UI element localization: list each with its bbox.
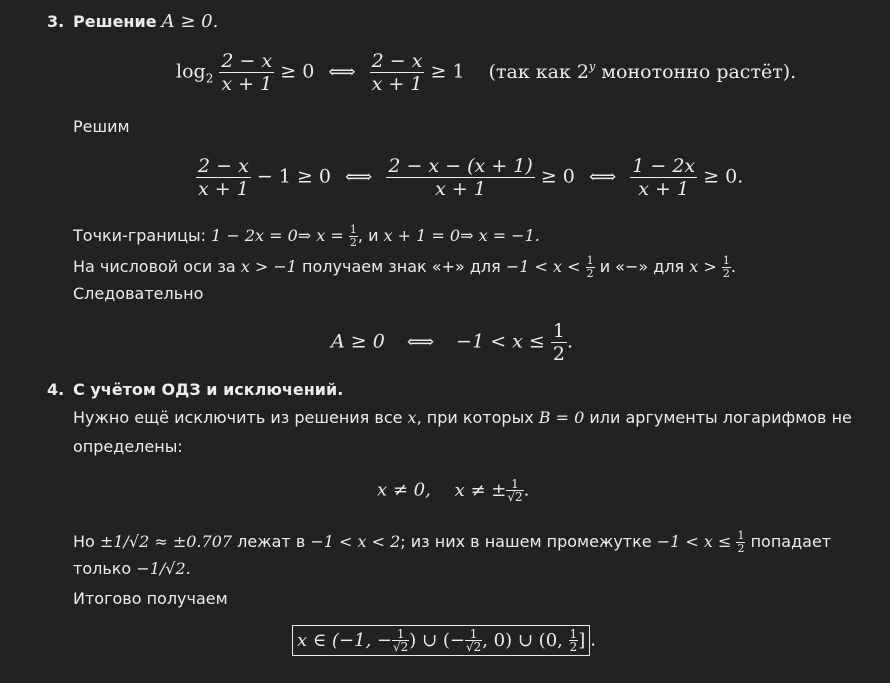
fraction-numerator: 2 − x − (x + 1) xyxy=(388,155,533,177)
fraction-numerator: 2 − x xyxy=(221,50,273,72)
item-3-title: Решение xyxy=(73,12,157,31)
iff-symbol: ⟺ xyxy=(588,165,617,188)
final-answer xyxy=(292,628,596,653)
fraction-numerator: 1 xyxy=(506,478,523,491)
paragraph-text: лежат в xyxy=(232,532,311,551)
paragraph-math: B = 0 xyxy=(538,408,585,427)
paragraph-text: ; из них в нашем промежутке xyxy=(400,532,657,551)
fraction-denominator: x + 1 xyxy=(221,73,273,95)
relation: ≥ 0 xyxy=(280,60,315,83)
axis-text: . xyxy=(730,257,736,276)
fraction-denominator: 2 xyxy=(722,267,730,280)
fraction-one-half xyxy=(722,255,731,280)
fraction-numerator: 1 xyxy=(722,254,730,267)
boundary-label: Точки-границы: xyxy=(73,226,212,245)
paragraph-text: Нужно ещё исключить из решения все xyxy=(73,408,408,427)
note-text: (так как 2 xyxy=(488,60,589,83)
therefore-label: Следовательно xyxy=(73,284,204,303)
fraction-numerator: 1 xyxy=(586,254,594,267)
item-4-title: С учётом ОДЗ и исключений. xyxy=(73,380,344,399)
paragraph-math: x xyxy=(407,408,417,427)
fraction-one-half xyxy=(349,224,358,249)
number-axis-line xyxy=(73,255,736,280)
monotonic-note xyxy=(489,61,797,83)
result-rhs: −1 < x ≤ xyxy=(456,330,551,353)
exclusion-end: . xyxy=(523,479,530,501)
boundary-math-1: 1 − 2x = 0⇒ x = xyxy=(211,226,349,245)
fraction-a xyxy=(196,155,251,200)
note-exponent: y xyxy=(588,59,596,73)
log-operator: log xyxy=(176,60,206,83)
paragraph-math: −1/√2. xyxy=(136,559,191,578)
relation: ≥ 0. xyxy=(703,165,744,188)
exclusion-x-pm: x ≠ ± xyxy=(454,479,507,501)
final-end: . xyxy=(590,629,597,651)
fraction-numerator: 1 xyxy=(465,628,482,641)
axis-math: x > xyxy=(689,257,722,276)
item-3-title-math: A ≥ 0. xyxy=(161,11,219,32)
fraction-denominator: √2 xyxy=(465,640,482,654)
solve-label: Решим xyxy=(73,117,130,136)
fraction-one-over-root-two xyxy=(465,628,482,653)
paragraph-math: −1 < x < 2 xyxy=(310,532,401,551)
fraction-numerator: 1 xyxy=(552,320,565,342)
fraction-numerator: 2 − x xyxy=(198,155,249,177)
approx-paragraph-line-2 xyxy=(73,559,191,579)
equation-log-inequality xyxy=(176,50,796,95)
fraction-denominator: 2 xyxy=(586,267,594,280)
result-end: . xyxy=(566,330,574,353)
relation: ≥ 1 xyxy=(430,60,465,83)
fraction-b xyxy=(386,155,534,200)
paragraph-math: ±1/√2 ≈ ±0.707 xyxy=(99,532,233,551)
fraction-one-over-root-two xyxy=(506,478,523,503)
iff-symbol: ⟺ xyxy=(328,60,356,83)
equation-exclusions xyxy=(377,478,529,503)
relation: ≥ 0 xyxy=(540,165,575,188)
fraction-denominator: x + 1 xyxy=(638,178,690,200)
axis-text: На числовой оси за xyxy=(73,257,241,276)
fraction-2-x-over-x-1 xyxy=(219,50,274,95)
fraction-denominator: x + 1 xyxy=(198,178,249,200)
fraction-c xyxy=(630,155,697,200)
paragraph-math: −1 < x ≤ xyxy=(656,532,737,551)
final-part-b: ) ∪ (− xyxy=(409,629,465,651)
fraction-numerator: 2 − x xyxy=(371,50,423,72)
axis-math: −1 < x < xyxy=(505,257,586,276)
iff-symbol: ⟺ xyxy=(345,165,373,188)
log-base: 2 xyxy=(205,71,214,86)
iff-symbol: ⟺ xyxy=(406,330,435,353)
fraction-2-x-over-x-1-b xyxy=(370,50,425,95)
fraction-one-over-root-two xyxy=(392,628,409,653)
paragraph-text: только xyxy=(73,559,137,578)
boundary-math-2: x + 1 = 0⇒ x = −1. xyxy=(383,226,540,245)
final-part-c: , 0) ∪ (0, xyxy=(482,629,569,651)
fraction-denominator: x + 1 xyxy=(371,73,423,95)
exclusion-paragraph-line-1 xyxy=(73,408,852,428)
result-lhs: A ≥ 0 xyxy=(331,330,385,353)
paragraph-text: Но xyxy=(73,532,100,551)
fraction-numerator: 1 − 2x xyxy=(632,155,696,177)
exclusion-x-zero: x ≠ 0, xyxy=(377,479,431,501)
note-text-end: монотонно растёт). xyxy=(595,60,797,83)
paragraph-text: или аргументы логарифмов не xyxy=(584,408,852,427)
fraction-numerator: 1 xyxy=(392,628,409,641)
fraction-one-half xyxy=(586,255,595,280)
boundary-sep: , и xyxy=(357,226,384,245)
final-answer-box xyxy=(292,625,590,656)
fraction-denominator: √2 xyxy=(393,640,409,654)
fraction-denominator: 2 xyxy=(552,343,565,365)
boundary-points-line xyxy=(73,224,540,249)
fraction-one-half xyxy=(551,320,567,365)
equation-transformation xyxy=(196,155,743,200)
final-part-d: ] xyxy=(578,629,586,651)
equation-result xyxy=(331,320,573,365)
exclusion-paragraph-line-2: определены: xyxy=(73,437,183,456)
fraction-numerator: 1 xyxy=(737,529,745,542)
relation: − 1 ≥ 0 xyxy=(256,165,331,188)
fraction-numerator: 1 xyxy=(569,627,578,641)
paragraph-text: попадает xyxy=(745,532,832,551)
axis-text: получаем знак «+» для xyxy=(296,257,506,276)
total-label: Итогово получаем xyxy=(73,589,228,608)
approx-paragraph-line-1 xyxy=(73,530,831,555)
item-3-heading xyxy=(73,12,218,32)
paragraph-text: , при которых xyxy=(416,408,539,427)
final-part-a: x ∈ (−1, − xyxy=(297,629,393,651)
fraction-one-half xyxy=(569,628,579,653)
axis-math: x > −1 xyxy=(240,257,297,276)
fraction-denominator: 2 xyxy=(569,640,578,654)
item-4-number: 4. xyxy=(47,380,65,399)
item-3-number: 3. xyxy=(47,12,65,31)
fraction-denominator: √2 xyxy=(507,490,523,504)
fraction-denominator: x + 1 xyxy=(435,178,486,200)
axis-text: и «−» для xyxy=(594,257,690,276)
fraction-numerator: 1 xyxy=(349,223,357,236)
fraction-denominator: 2 xyxy=(737,542,745,555)
fraction-denominator: 2 xyxy=(349,236,357,249)
